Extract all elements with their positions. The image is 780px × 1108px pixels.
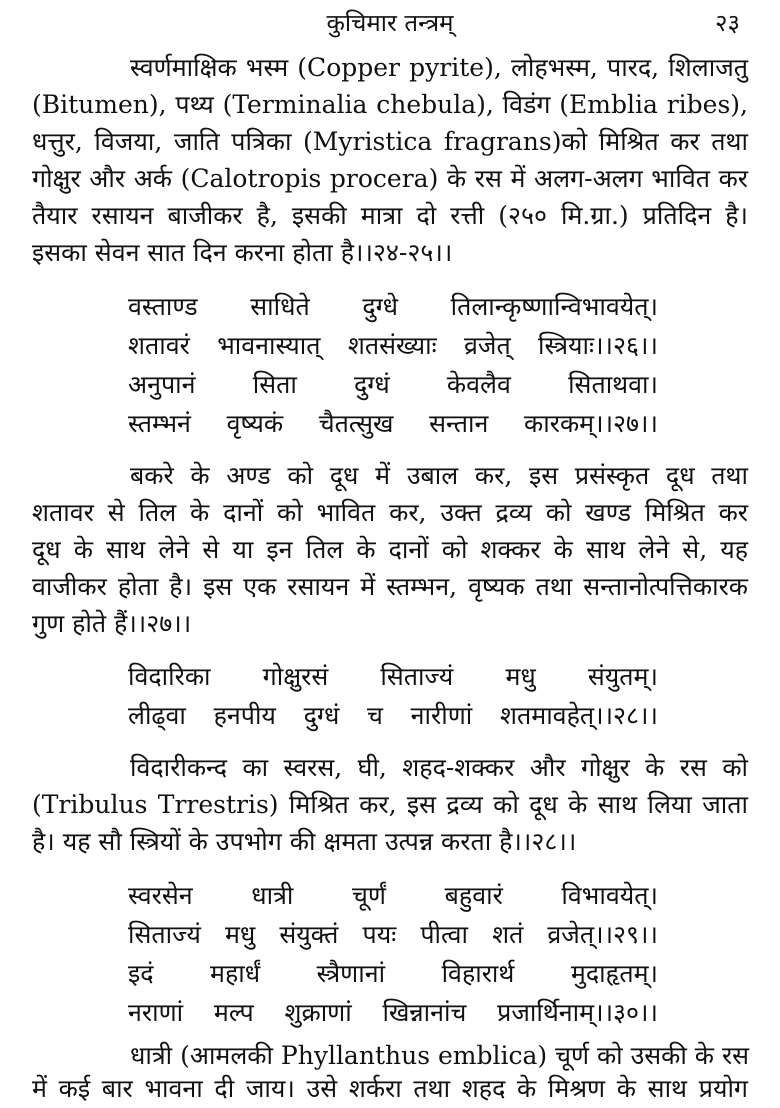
- verse-line: इदं महार्धं स्त्रैणानां विहारार्थ मुदाहृतम्।: [128, 959, 658, 988]
- prose-line: (Bitumen), पथ्य (Terminalia chebula), विडंग (Emblia ribes),: [32, 90, 748, 119]
- verse-line: लीढ्वा हनपीय दुग्धं च नारीणां शतमावहेत्।।२८।।: [128, 701, 658, 730]
- prose-line: वाजीकर होता है। इस एक रसायन में स्तम्भन, वृष्यक तथा सन्तानोत्पत्तिकारक: [32, 572, 748, 601]
- prose-line: बकरे के अण्ड को दूध में उबाल कर, इस प्रसंस्कृत दूध तथा: [130, 461, 748, 490]
- verse-line: विदारिका गोक्षुरसं सिताज्यं मधु संयुतम्।: [128, 662, 658, 691]
- verse-line: स्तम्भनं वृष्यकं चैतत्सुख सन्तान कारकम्।।२७।।: [128, 409, 658, 438]
- prose-line: इसका सेवन सात दिन करना होता है।।२४-२५।।: [32, 238, 453, 267]
- prose-line: है। यह सौ स्त्रियों के उपभोग की क्षमता उत्पन्न करता है।।२८।।: [32, 827, 577, 856]
- prose-line: दूध के साथ लेने से या इन तिल के दानों को शक्कर के साथ लेने से, यह: [32, 535, 748, 564]
- prose-line: गोक्षुर और अर्क (Calotropis procera) के रस में अलग-अलग भावित कर: [32, 164, 748, 193]
- page-number: २३: [715, 9, 740, 37]
- prose-line: शतावर से तिल के दानों को भावित कर, उक्त द्रव्य को खण्ड मिश्रित कर: [32, 498, 748, 527]
- prose-line: विदारीकन्द का स्वरस, घी, शहद-शक्कर और गोक्षुर के रस को: [130, 753, 748, 782]
- verse-line: शतावरं भावनास्यात् शतसंख्याः व्रजेत् स्त्रियाः।।२६।।: [128, 331, 658, 360]
- verse-line: अनुपानं सिता दुग्धं केवलैव सिताथवा।: [128, 370, 658, 399]
- running-title: कुचिमार तन्त्रम्: [326, 9, 454, 37]
- verse-line: नराणां मल्प शुक्राणां खिन्नानांच प्रजार्थिनाम्।।३०।।: [128, 998, 658, 1027]
- verse-line: स्वरसेन धात्री चूर्णं बहुवारं विभावयेत्।: [128, 881, 658, 910]
- verse-line: सिताज्यं मधु संयुक्तं पयः पीत्वा शतं व्रजेत्।।२९।।: [128, 920, 658, 949]
- prose-line: (Tribulus Trrestris) मिश्रित कर, इस द्रव्य को दूध के साथ लिया जाता: [32, 790, 748, 819]
- prose-line: तैयार रसायन बाजीकर है, इसकी मात्रा दो रत्ती (२५० मि.ग्रा.) प्रतिदिन है।: [32, 201, 748, 230]
- prose-line: धत्तुर, विजया, जाति पत्रिका (Myristica fragrans)को मिश्रित कर तथा: [32, 127, 748, 156]
- prose-line: गुण होते हैं।।२७।।: [32, 609, 192, 638]
- prose-line: में कई बार भावना दी जाय। उसे शर्करा तथा शहद के मिश्रण के साथ प्रयोग: [32, 1074, 748, 1103]
- prose-line: धात्री (आमलकी Phyllanthus emblica) चूर्ण को उसकी के रस: [130, 1041, 750, 1070]
- verse-line: वस्ताण्ड साधिते दुग्धे तिलान्कृष्णान्विभावयेत्।: [128, 292, 658, 321]
- prose-line: स्वर्णमाक्षिक भस्म (Copper pyrite), लोहभस्म, पारद, शिलाजतु: [130, 53, 748, 82]
- running-header: [0, 6, 780, 42]
